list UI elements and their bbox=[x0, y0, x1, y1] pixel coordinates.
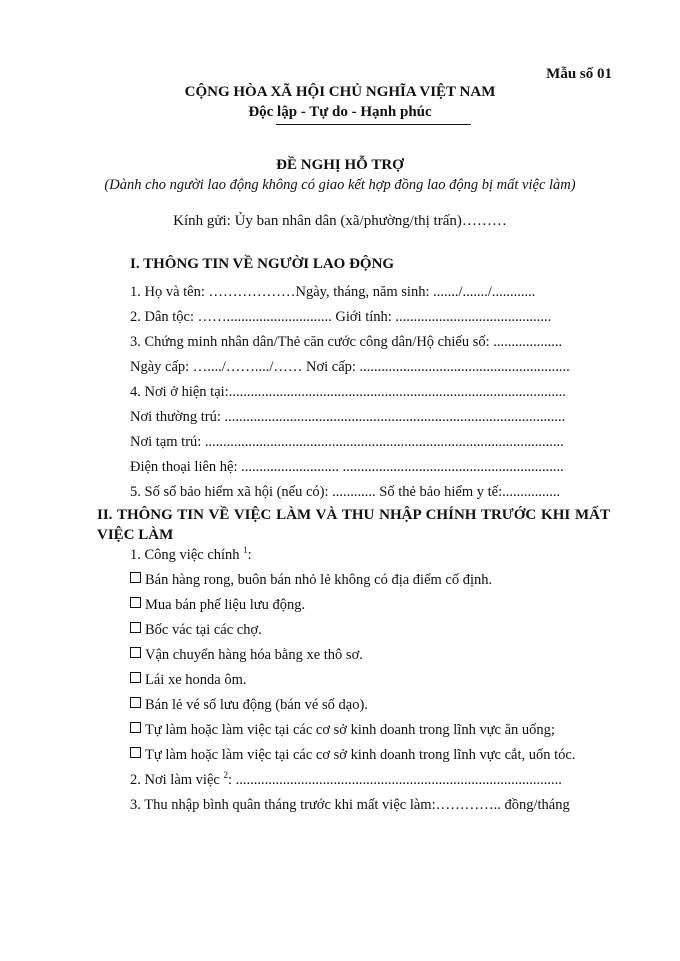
job-option-motorbike-taxi[interactable] bbox=[130, 668, 610, 693]
section-1-heading: I. THÔNG TIN VỀ NGƯỜI LAO ĐỘNG bbox=[130, 256, 395, 272]
checkbox-icon[interactable] bbox=[130, 672, 141, 683]
job-option-label: Tự làm hoặc làm việc tại các cơ sở kinh doanh trong lĩnh vực ăn uống; bbox=[145, 722, 555, 738]
job-option-label: Lái xe honda ôm. bbox=[145, 672, 247, 688]
field-id-number[interactable]: 3. Chứng minh nhân dân/Thẻ căn cước công dân/Hộ chiếu số: ................... bbox=[130, 334, 563, 350]
field-permanent-address[interactable]: Nơi thường trú: .............................................................................................. bbox=[130, 409, 566, 425]
checkbox-icon[interactable] bbox=[130, 697, 141, 708]
form-code: Mẫu số 01 bbox=[546, 66, 612, 82]
field-ethnicity-gender[interactable]: 2. Dân tộc: ……............................. Giới tính: ........................................... bbox=[130, 309, 552, 325]
field-phone[interactable]: Điện thoại liên hệ: ........................... ............................................................. bbox=[130, 459, 564, 475]
job-option-label: Bốc vác tại các chợ. bbox=[145, 622, 262, 638]
job-option-hair-business[interactable] bbox=[130, 743, 610, 768]
form-body bbox=[97, 254, 610, 818]
job-option-label: Tự làm hoặc làm việc tại các cơ sở kinh doanh trong lĩnh vực cắt, uốn tóc. bbox=[145, 747, 576, 763]
job-option-street-vending[interactable] bbox=[130, 568, 610, 593]
job-option-label: Bán hàng rong, buôn bán nhỏ lẻ không có địa điểm cố định. bbox=[145, 572, 493, 588]
field-average-income[interactable]: 3. Thu nhập bình quân tháng trước khi mất việc làm:………….. đồng/tháng bbox=[130, 797, 570, 813]
field-issue-date-place[interactable]: Ngày cấp: …..../……..../…… Nơi cấp: .......................................................... bbox=[130, 359, 570, 375]
document-title: ĐỀ NGHỊ HỖ TRỢ bbox=[276, 157, 404, 173]
job-option-market-porter[interactable] bbox=[130, 618, 610, 643]
checkbox-icon[interactable] bbox=[130, 647, 141, 658]
footnote-2-marker: 2 bbox=[223, 770, 228, 781]
job-option-label: Bán lẻ vé số lưu động (bán vé số dạo). bbox=[145, 697, 368, 713]
field-temporary-address[interactable]: Nơi tạm trú: ................................................................................................... bbox=[130, 434, 564, 450]
checkbox-icon[interactable] bbox=[130, 597, 141, 608]
field-name-birthdate[interactable]: 1. Họ và tên: ………………Ngày, tháng, năm sinh: ......./......./............ bbox=[130, 284, 536, 300]
job-option-label: Vận chuyển hàng hóa bằng xe thô sơ. bbox=[145, 647, 363, 663]
checkbox-icon[interactable] bbox=[130, 747, 141, 758]
job-option-food-business[interactable] bbox=[130, 718, 610, 743]
document-subtitle: (Dành cho người lao động không có giao kết hợp đồng lao động bị mất việc làm) bbox=[104, 177, 576, 193]
workplace-label: 2. Nơi làm việc bbox=[130, 772, 220, 788]
footnote-1-marker: 1 bbox=[243, 545, 248, 556]
field-workplace[interactable] bbox=[130, 768, 610, 793]
main-job-text: 1. Công việc chính bbox=[130, 547, 240, 563]
checkbox-icon[interactable] bbox=[130, 622, 141, 633]
workplace-blank: : .......................................................................................... bbox=[227, 772, 562, 788]
main-job-colon: : bbox=[247, 547, 252, 563]
section-2-heading: II. THÔNG TIN VỀ VIỆC LÀM VÀ THU NHẬP CHÍNH TRƯỚC KHI MẤT VIỆC LÀM bbox=[97, 507, 610, 543]
main-job-label bbox=[130, 543, 610, 568]
job-option-scrap-trading[interactable] bbox=[130, 593, 610, 618]
motto-underline bbox=[276, 124, 471, 125]
job-option-lottery-seller[interactable] bbox=[130, 693, 610, 718]
checkbox-icon[interactable] bbox=[130, 722, 141, 733]
nation-title: CỘNG HÒA XÃ HỘI CHỦ NGHĨA VIỆT NAM bbox=[184, 84, 496, 100]
job-option-label: Mua bán phế liệu lưu động. bbox=[145, 597, 306, 613]
field-insurance-numbers[interactable]: 5. Số sổ bảo hiểm xã hội (nếu có): ............ Số thẻ bảo hiểm y tế:................ bbox=[130, 484, 561, 500]
national-motto: Độc lập - Tự do - Hạnh phúc bbox=[248, 104, 432, 120]
job-option-cart-transport[interactable] bbox=[130, 643, 610, 668]
addressee-line: Kính gửi: Ủy ban nhân dân (xã/phường/thị trấn)……… bbox=[173, 213, 507, 229]
field-current-address[interactable]: 4. Nơi ở hiện tại:............................................................................................. bbox=[130, 384, 566, 400]
checkbox-icon[interactable] bbox=[130, 572, 141, 583]
personal-info-fields bbox=[130, 280, 610, 505]
